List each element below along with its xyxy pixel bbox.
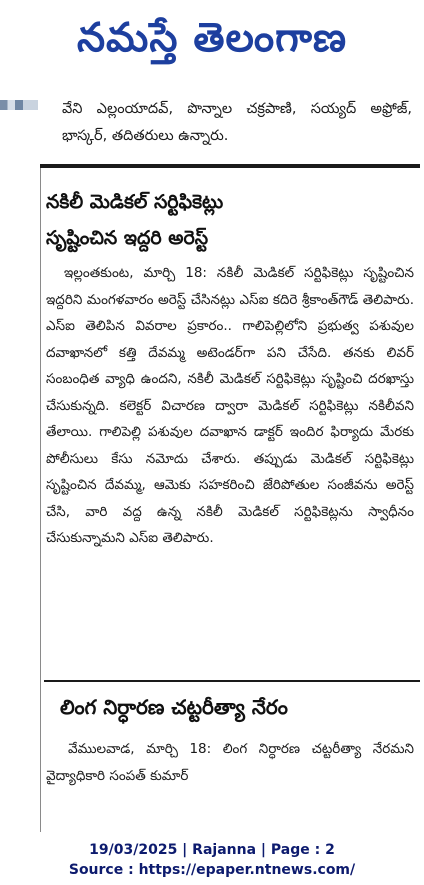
- footer-date-edition: 19/03/2025 | Rajanna | Page : 2: [89, 842, 335, 858]
- masthead-title: నమస్తే తెలంగాణ: [76, 13, 348, 61]
- newspaper-masthead: [0, 0, 424, 84]
- column-rule: [40, 168, 41, 832]
- previous-article-tail: వేని ఎల్లంయాదవ్‌, పొన్నాల చక్రపాణి, సయ్యద్‌ అఫ్రోజ్‌, భాస్కర్‌, తదితరులు ఉన్నారు.: [62, 101, 412, 144]
- article-headline: [46, 184, 416, 256]
- article-divider: [44, 680, 420, 682]
- adjacent-photo-fragment: [0, 100, 38, 110]
- headline-line-1: నకిలీ మెడికల్‌ సర్టిఫికెట్లు: [46, 191, 224, 213]
- page-footer: [0, 840, 424, 880]
- article-body: ఇల్లంతకుంట, మార్చి 18: నకిలీ మెడికల్‌ సర్టిఫికెట్లు సృష్టించిన ఇద్దరిని మంగళవారం అరెస్ట్‌ చేసినట్లు ఎస్‌ఐ కదిరె శ్రీకాంత్‌గౌడ్‌ తెలిపారు. ఎస్‌ఐ తెలిపిన వివరాల ప్రకారం.. గాలిపెల్లిలోని ప్రభుత్వ పశువుల దవాఖానలో కత్తి దేవమ్మ అటెండర్‌గా పని చేసేది. తనకు లివర్‌ సంబంధిత వ్యాధి ఉందని, నకిలీ మెడికల్‌ సర్టిఫికెట్లు సృష్టించి దరఖాస్తు చేసుకున్నది. కలెక్టర్‌ విచారణ ద్వారా మెడికల్‌ సర్టిఫికెట్లు నకిలీవని తేలాయి. గాలిపెల్లి పశువుల దవాఖాన డాక్టర్‌ ఇందిర ఫిర్యాదు మేరకు పోలీసులు కేసు నమోదు చేశారు. తప్పుడు మెడికల్‌ సర్టిఫికెట్లు సృష్టించిన దేవమ్మ, ఆమెకు సహకరించి జేరిపోతుల సంజీవను అరెస్ట్‌ చేసి, వారి వద్ద ఉన్న నకిలీ మెడికల్‌ సర్టిఫికెట్లను స్వాధీనం చేసుకున్నామని ఎస్‌ఐ తెలిపారు.: [46, 265, 414, 546]
- headline-line-2: సృష్టించిన ఇద్దరి అరెస్ట్‌: [46, 227, 209, 249]
- section-divider: [40, 164, 420, 168]
- footer-source: Source : https://epaper.ntnews.com/: [68, 862, 356, 878]
- second-article-headline: లింగ నిర్ధారణ చట్టరీత్యా నేరం: [60, 695, 288, 719]
- second-article-body: వేములవాడ, మార్చి 18: లింగ నిర్ధారణ చట్టరీత్యా నేరమని వైద్యాధికారి సంపత్‌ కుమార్‌: [46, 741, 414, 784]
- article-clipping: [0, 92, 424, 832]
